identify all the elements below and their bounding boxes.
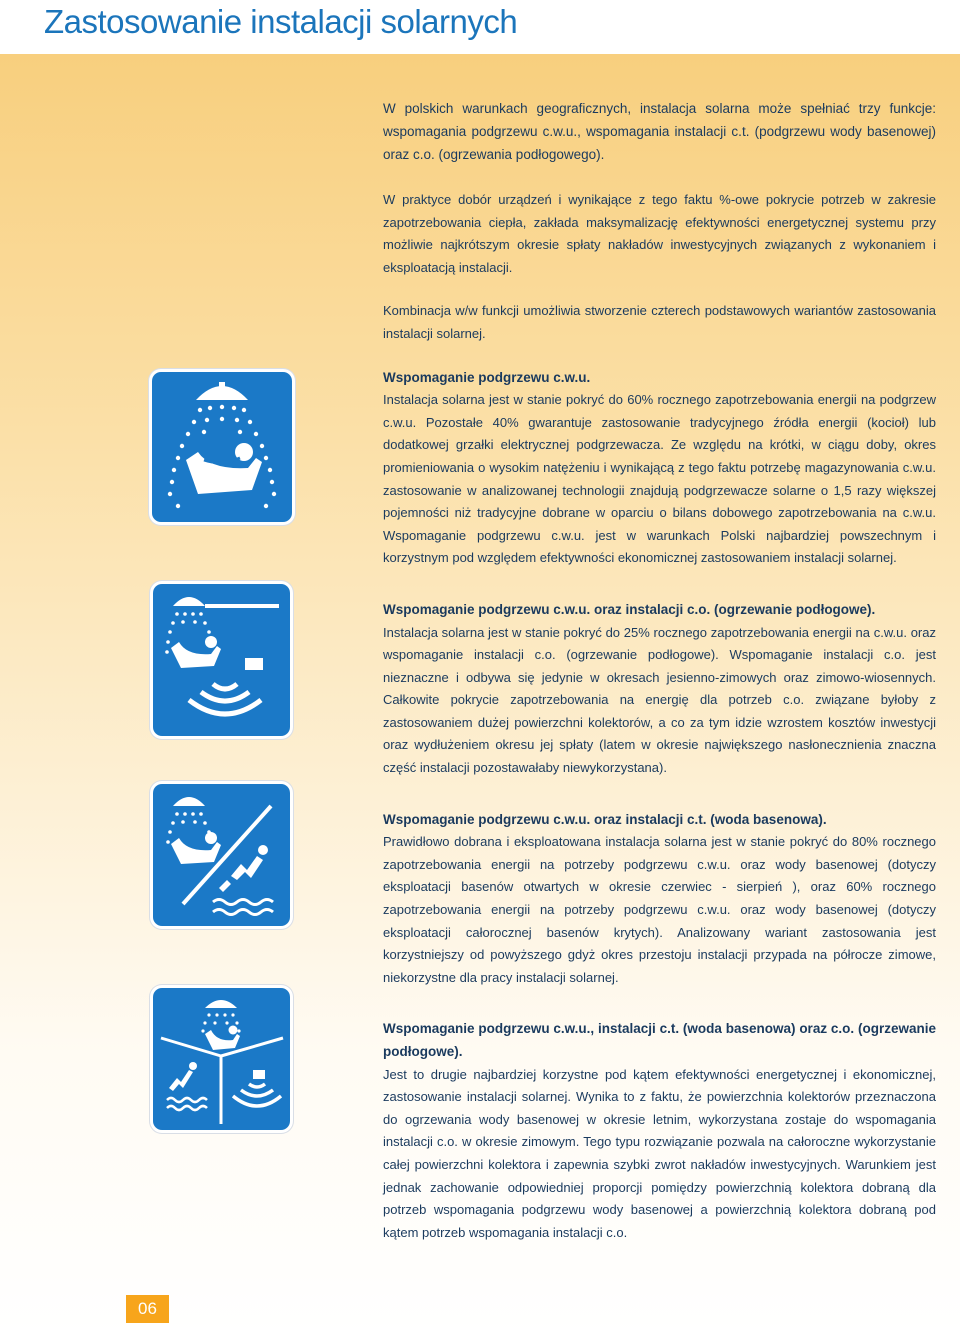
intro-paragraph-3: Kombinacja w/w funkcji umożliwia stworzenie czterech podstawowych wariantów zastosowania instalacji solarnej. [383,303,936,341]
intro-paragraph-1: W polskich warunkach geograficznych, instalacja solarna może spełniać trzy funkcje: wspomagania podgrzewu c.w.u., wspomagania instalacji c.t. (podgrzewu wody basenowej) oraz c.o. (ogrzewania podłogowego). [383,101,936,162]
section-title: Wspomaganie podgrzewu c.w.u. oraz instalacji c.t. (woda basenowa). [383,811,827,827]
intro-paragraph-2: W praktyce dobór urządzeń i wynikające z tego faktu %-owe pokrycie potrzeb w zakresie zapotrzebowania ciepła, zakłada maksymalizację efektywności energetycznej systemu przy możliwie najkrótszym okresie spłaty nakładów inwestycyjnych związanych z wykonaniem i eksploatacją instalacji. [383,192,936,275]
shower-pool-floor-heating-icon [153,988,290,1130]
section-body: Instalacja solarna jest w stanie pokryć do 60% rocznego zapotrzebowania energii na podgrzew c.w.u. Pozostałe 40% gwarantuje zastosowanie tradycyjnego źródła energii (kocioł) lub dodatkowej grzałki elektrycznej podgrzewacza. Ze względu na krótki, w ciągu doby, okres promieniowania o wysokim natężeniu i wynikającą z tego faktu potrzebę magazynowania c.w.u. zastosowanie w analizowanej technologii znajdują podgrzewacze solarne o 1,5 razy większej pojemności niż tradycyjne dobrane w oparciu o bilans dobowego zapotrzebowania na c.w.u. Wspomaganie podgrzewu c.w.u. jest w warunkach Polski najbardziej powszechnym i korzystnym pod względem efektywności ekonomicznej zastosowaniem instalacji solarnej. [383,392,936,566]
page-title: Zastosowanie instalacji solarnych [44,3,518,40]
section-cwu-ct [383,809,936,990]
section-title: Wspomaganie podgrzewu c.w.u. oraz instalacji c.o. (ogrzewanie podłogowe). [383,601,876,617]
section-title: Wspomaganie podgrzewu c.w.u. [383,369,591,385]
section-body: Prawidłowo dobrana i eksploatowana instalacja solarna jest w stanie pokryć do 80% rocznego zapotrzebowania energii na potrzeby podgrzewu c.w.u. oraz wody basenowej (dotyczy eksploatacji basenów otwartych w okresie czerwiec - sierpień ), oraz 60% rocznego zapotrzebowania energii na potrzeby podgrzewu c.w.u. oraz wody basenowej (dotyczy eksploatacji całorocznej basenów krytych). Analizowany wariant zastosowania jest korzystniejszy od powyższego gdyż okres przestoju instalacji przypada na półrocze zimowe, niekorzystne dla pracy instalacji solarnej. [383,834,936,985]
shower-bathtub-floor-heating-icon [153,584,290,736]
text-column [383,97,936,1244]
section-cwu-co [383,599,936,780]
page-number: 06 [126,1295,169,1323]
shower-bathtub-pool-icon [153,784,290,926]
section-cwu [383,367,936,570]
section-body: Instalacja solarna jest w stanie pokryć do 25% rocznego zapotrzebowania energii na c.w.u. oraz wspomaganie instalacji c.o. (ogrzewanie podłogowe). Wspomaganie instalacji c.o. jest nieznaczne i odbywa się jedynie w okresach jesienno-zimowych oraz zimowo-wiosennych. Całkowite pokrycie zapotrzebowania na energię dla potrzeb c.o. związane byłoby z zastosowaniem dużej powierzchni kolektorów, a co za tym idzie wzrostem kosztów inwestycji oraz wydłużeniem okresu jej spłaty (latem w okresie największego nasłonecznienia znaczna część instalacji pozostawałaby niewykorzystana). [383,624,936,776]
section-cwu-ct-co [383,1018,936,1244]
shower-bathtub-icon [152,372,292,522]
section-body: Jest to drugie najbardziej korzystne pod kątem efektywności energetycznej i ekonomicznej, zastosowanie instalacji solarnej. Wynika to z faktu, że powierzchnia kolektorów przeznaczona do ogrzewania wody basenowej w okresie letnim, wykorzystana zostaje do wspomagania instalacji c.o. w okresie zimowym. Tego typu rozwiązanie pozwala na całoroczne wykorzystanie całej powierzchni kolektora i zapewnia szybki zwrot nakładów inwestycyjnych. Warunkiem jest jednak zachowanie odpowiedniej proporcji pomiędzy powierzchnią kolektora dobraną dla potrzeb wspomagania podgrzewu wody basenowej a powierzchnią kolektora dobraną pod kątem potrzeb wspomagania instalacji c.o. [383,1066,936,1240]
section-title: Wspomaganie podgrzewu c.w.u., instalacji c.t. (woda basenowa) oraz c.o. (ogrzewanie podłogowe). [383,1021,936,1059]
